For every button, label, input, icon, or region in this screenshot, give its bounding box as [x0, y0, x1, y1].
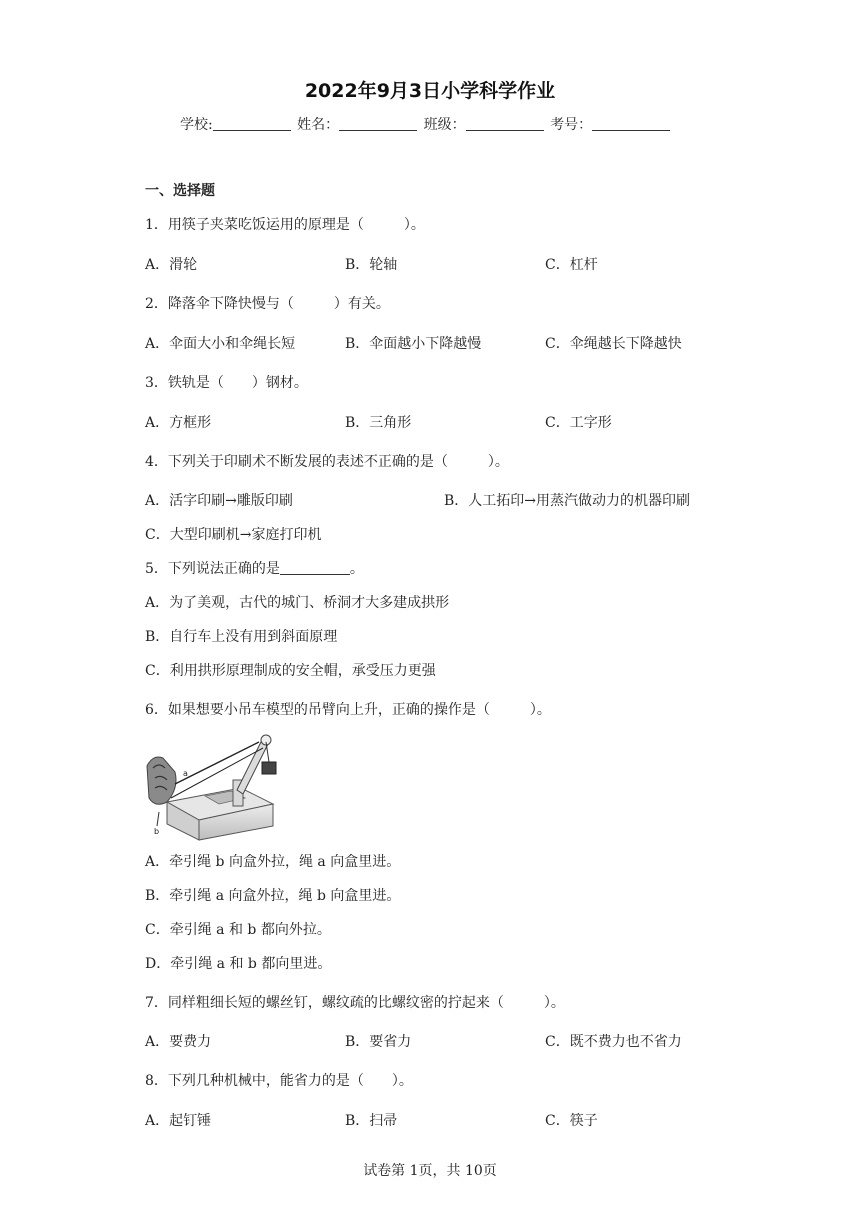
page-footer: 试卷第 1页，共 10页 [363, 1163, 497, 1179]
name-blank [339, 117, 417, 131]
q6-option-b: B．牵引绳 a 向盒外拉，绳 b 向盒里进。 [145, 888, 401, 904]
question-stem: 7．同样粗细长短的螺丝钉，螺纹疏的比螺纹密的拧起来（ [145, 995, 504, 1011]
question-3: 3．铁轨是（ ）钢材。 [145, 375, 308, 391]
q4-option-b: B．人工拓印→用蒸汽做动力的机器印刷 [444, 493, 691, 509]
exam-number-label: 考号： [550, 117, 593, 133]
question-6: 6．如果想要小吊车模型的吊臂向上升，正确的操作是（ ）。 [145, 702, 551, 718]
q1-option-b: B．轮轴 [345, 257, 398, 273]
rope-b-label: b [154, 827, 160, 836]
q4-option-c: C．大型印刷机→家庭打印机 [145, 527, 322, 543]
question-stem: 5．下列说法正确的是 [145, 561, 280, 577]
q1-option-c: C．杠杆 [545, 257, 598, 273]
question-stem: 2．降落伞下降快慢与（ [145, 296, 294, 312]
page-title: 2022年9月3日小学科学作业 [304, 80, 556, 102]
question-stem: 1．用筷子夹菜吃饭运用的原理是（ [145, 217, 364, 233]
class-label: 班级： [423, 117, 466, 133]
q5-option-c: C．利用拱形原理制成的安全帽，承受压力更强 [145, 663, 436, 679]
q3-option-b: B．三角形 [345, 415, 412, 431]
q5-option-b: B．自行车上没有用到斜面原理 [145, 629, 338, 645]
question-stem: 4．下列关于印刷术不断发展的表述不正确的是（ [145, 454, 448, 470]
school-label: 学校: [180, 117, 213, 133]
question-5: 5．下列说法正确的是 。 [145, 561, 364, 577]
q2-option-a: A．伞面大小和伞绳长短 [145, 336, 296, 352]
q3-option-c: C．工字形 [545, 415, 612, 431]
school-blank [213, 117, 291, 131]
question-2: 2．降落伞下降快慢与（ ）有关。 [145, 296, 390, 312]
q6-option-d: D．牵引绳 a 和 b 都向里进。 [145, 956, 332, 972]
question-1: 1．用筷子夹菜吃饭运用的原理是（ ）。 [145, 217, 425, 233]
section-heading: 一、选择题 [145, 183, 215, 199]
q3-option-a: A．方框形 [145, 415, 212, 431]
q7-option-a: A．要费力 [145, 1034, 212, 1050]
class-blank [466, 117, 544, 131]
q8-option-c: C．筷子 [545, 1113, 598, 1129]
question-4: 4．下列关于印刷术不断发展的表述不正确的是（ ）。 [145, 454, 509, 470]
crane-model-figure [145, 728, 285, 842]
q5-option-a: A．为了美观，古代的城门、桥洞才大多建成拱形 [145, 595, 450, 611]
rope-a-label: a [183, 769, 188, 778]
q8-option-b: B．扫帚 [345, 1113, 398, 1129]
q7-option-b: B．要省力 [345, 1034, 412, 1050]
question-stem: 8．下列几种机械中，能省力的是（ [145, 1073, 364, 1089]
q2-option-b: B．伞面越小下降越慢 [345, 336, 482, 352]
q8-option-a: A．起钉锤 [145, 1113, 212, 1129]
q4-option-a: A．活字印刷→雕版印刷 [145, 493, 293, 509]
student-info-line [180, 114, 672, 134]
q1-option-a: A．滑轮 [145, 257, 198, 273]
name-label: 姓名： [297, 117, 340, 133]
question-stem: 3．铁轨是（ [145, 375, 224, 391]
question-7: 7．同样粗细长短的螺丝钉，螺纹疏的比螺纹密的拧起来（ ）。 [145, 995, 565, 1011]
q7-option-c: C．既不费力也不省力 [545, 1034, 682, 1050]
exam-number-blank [592, 117, 670, 131]
q2-option-c: C．伞绳越长下降越快 [545, 336, 682, 352]
q6-option-a: A．牵引绳 b 向盒外拉，绳 a 向盒里进。 [145, 854, 401, 870]
q6-option-c: C．牵引绳 a 和 b 都向外拉。 [145, 922, 331, 938]
question-stem: 6．如果想要小吊车模型的吊臂向上升，正确的操作是（ [145, 702, 490, 718]
question-8: 8．下列几种机械中，能省力的是（ ）。 [145, 1073, 413, 1089]
